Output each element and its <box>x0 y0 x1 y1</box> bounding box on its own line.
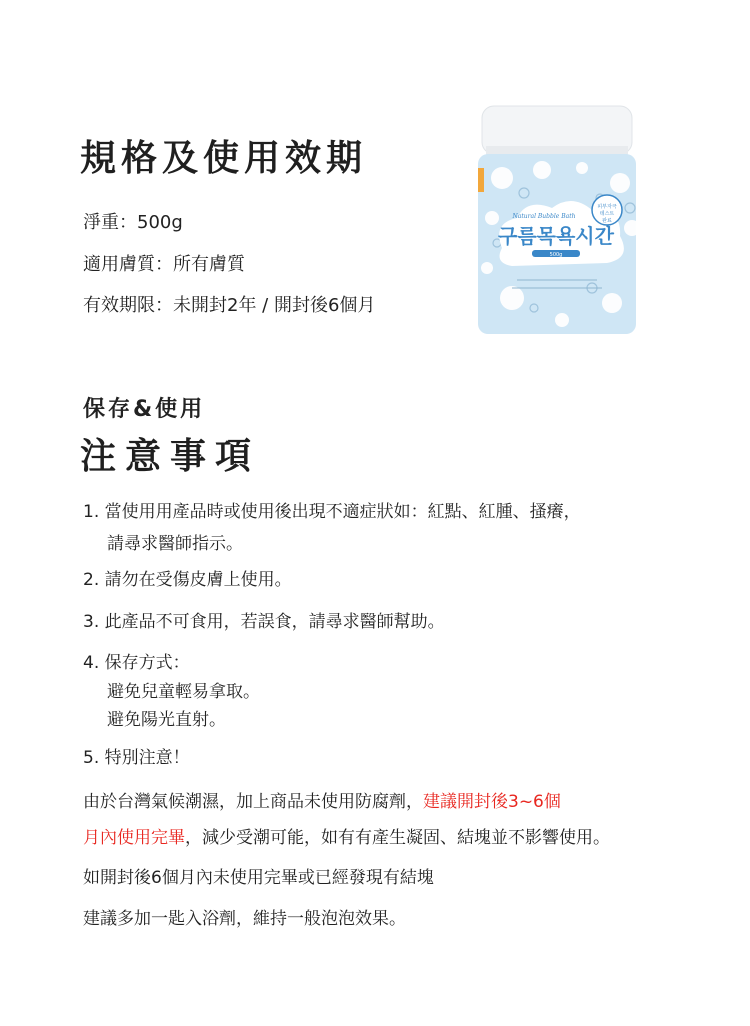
notice-item-5: 5. 特別注意！ <box>83 748 190 768</box>
spec-weight: 淨重：500g <box>83 212 183 233</box>
notice-item-1-cont: 請尋求醫師指示。 <box>107 534 243 554</box>
notice-item-4-a: 避免兒童輕易拿取。 <box>107 682 260 702</box>
product-jar-image <box>472 98 647 338</box>
svg-text:Natural Bubble Bath: Natural Bubble Bath <box>512 213 576 220</box>
notice-item-4: 4. 保存方式： <box>83 653 190 673</box>
notice-para-line-1 <box>83 787 561 812</box>
notice-title: 注意事項 <box>80 436 261 477</box>
notice-item-1: 1. 當使用用產品時或使用後出現不適症狀如：紅點、紅腫、搔癢， <box>83 502 581 522</box>
spec-skin-type: 適用膚質：所有膚質 <box>83 254 245 275</box>
notice-item-3: 3. 此產品不可食用，若誤食，請尋求醫師幫助。 <box>83 612 445 632</box>
notice-para-line-3: 如開封後6個月內未使用完畢或已經發現有結塊 <box>83 868 434 888</box>
svg-text:완료: 완료 <box>602 218 612 224</box>
svg-text:구름목욕시간: 구름목욕시간 <box>498 224 614 248</box>
para-highlight: 建議開封後3~6個 <box>423 792 561 812</box>
spec-title: 規格及使用效期 <box>80 138 368 179</box>
svg-text:500g: 500g <box>549 252 563 258</box>
notice-item-4-b: 避免陽光直射。 <box>107 710 226 730</box>
notice-item-2: 2. 請勿在受傷皮膚上使用。 <box>83 570 292 590</box>
svg-text:피부자극: 피부자극 <box>597 204 617 210</box>
svg-text:테스트: 테스트 <box>599 211 615 217</box>
spec-expiry: 有效期限：未開封2年 / 開封後6個月 <box>83 295 376 316</box>
para-text: 由於台灣氣候潮濕，加上商品未使用防腐劑， <box>83 792 423 812</box>
para-highlight: 月內使用完畢 <box>83 828 185 848</box>
para-text: ，減少受潮可能，如有有產生凝固、結塊並不影響使用。 <box>185 828 610 848</box>
notice-subtitle: 保存&使用 <box>83 397 206 422</box>
notice-para-line-4: 建議多加一匙入浴劑，維持一般泡泡效果。 <box>83 909 406 929</box>
notice-para-line-2 <box>83 823 610 848</box>
